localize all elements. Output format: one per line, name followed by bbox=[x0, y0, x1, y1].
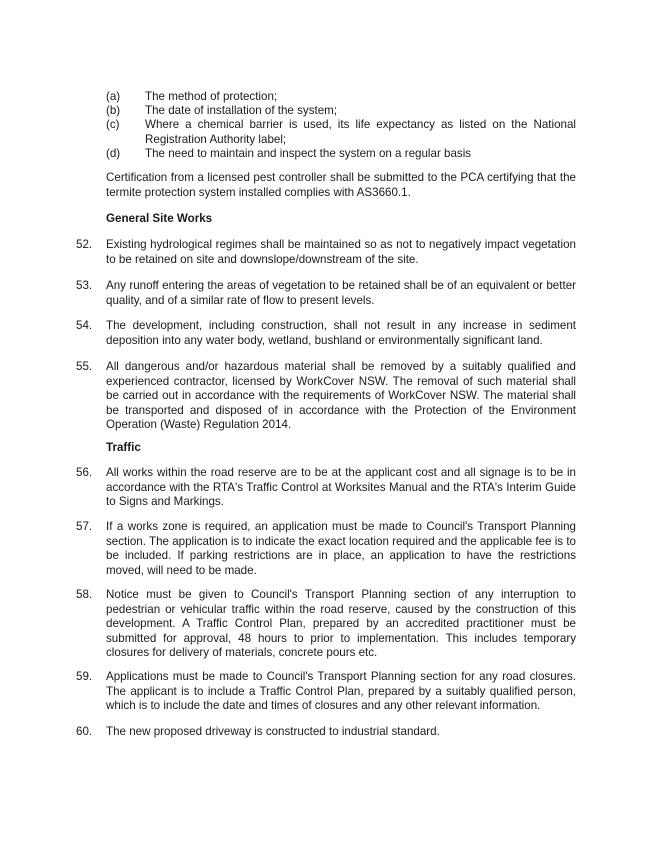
certification-paragraph: Certification from a licensed pest controller shall be submitted to the PCA certifying that the termite protection system installed complies with AS3660.1. bbox=[106, 171, 576, 199]
condition-text: All dangerous and/or hazardous material shall be removed by a suitably qualified and experienced contractor, licensed by WorkCover NSW. The removal of such material shall be carried out in accordance with the requirements of WorkCover NSW. The material shall be transported and disposed of in accordance with the Protection of the Environment Operation (Waste) Regulation 2014. bbox=[106, 360, 576, 432]
section-heading-general-site-works: General Site Works bbox=[106, 212, 213, 225]
condition-number: 55. bbox=[76, 360, 93, 373]
list-item-text: The method of protection; bbox=[145, 90, 278, 103]
condition-text: All works within the road reserve are to be at the applicant cost and all signage is to be in accordance with the RTA's Traffic Control at Worksites Manual and the RTA's Interim Guide to Signs and Markings. bbox=[106, 466, 576, 509]
list-item-label: (a) bbox=[106, 90, 121, 103]
condition-number: 52. bbox=[76, 238, 93, 251]
condition-number: 58. bbox=[76, 588, 93, 601]
list-item-label: (c) bbox=[106, 118, 120, 131]
condition-text: The development, including construction, shall not result in any increase in sediment deposition into any water body, wetland, bushland or environmentally significant land. bbox=[106, 319, 576, 347]
list-item-label: (d) bbox=[106, 147, 121, 160]
condition-text: If a works zone is required, an application must be made to Council's Transport Planning section. The application is to indicate the exact location required and the applicable fee is to be included. If parking restrictions are in place, an application to have the restrictions moved, will need to be made. bbox=[106, 520, 576, 577]
list-item-text: Where a chemical barrier is used, its life expectancy as listed on the National Registration Authority label; bbox=[145, 118, 576, 146]
list-item-text: The date of installation of the system; bbox=[145, 104, 338, 117]
condition-text: Applications must be made to Council's Transport Planning section for any road closures. The applicant is to include a Traffic Control Plan, prepared by a suitably qualified person, which is to include the date and times of closures and any other relevant information. bbox=[106, 670, 576, 713]
condition-text: Notice must be given to Council's Transport Planning section of any interruption to pedestrian or vehicular traffic within the road reserve, caused by the construction of this development. A Traffic Control Plan, prepared by an accredited practitioner must be submitted for approval, 48 hours to prior to implementation. This includes temporary closures for delivery of materials, concrete pours etc. bbox=[106, 588, 576, 660]
condition-number: 53. bbox=[76, 279, 93, 292]
condition-number: 54. bbox=[76, 319, 93, 332]
list-item-label: (b) bbox=[106, 104, 121, 117]
condition-number: 60. bbox=[76, 725, 93, 738]
condition-text: The new proposed driveway is constructed to industrial standard. bbox=[106, 725, 440, 738]
condition-text: Any runoff entering the areas of vegetation to be retained shall be of an equivalent or better quality, and of a similar rate of flow to present levels. bbox=[106, 279, 576, 307]
list-item-text: The need to maintain and inspect the system on a regular basis bbox=[145, 147, 472, 160]
section-heading-traffic: Traffic bbox=[106, 441, 141, 454]
condition-number: 56. bbox=[76, 466, 93, 479]
condition-number: 59. bbox=[76, 670, 93, 683]
condition-text: Existing hydrological regimes shall be maintained so as not to negatively impact vegetation to be retained on site and downslope/downstream of the site. bbox=[106, 238, 576, 266]
condition-number: 57. bbox=[76, 520, 93, 533]
